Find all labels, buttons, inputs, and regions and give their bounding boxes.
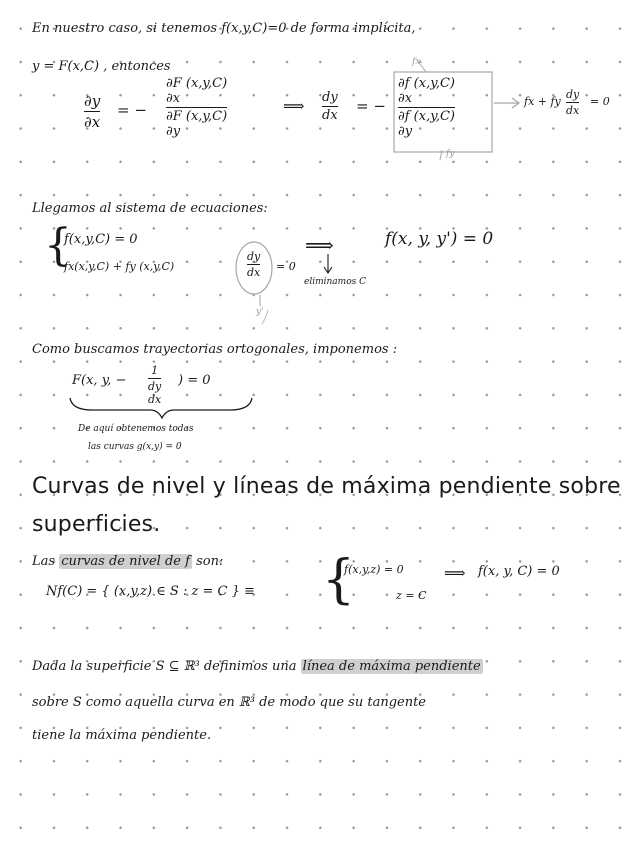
note-curves: las curvas g(x,y) = 0 (88, 442, 182, 452)
implies-arrow-2: ⟹ (305, 233, 334, 257)
right-equals-zero: = 0 (590, 95, 610, 108)
fraction-denominator (166, 109, 227, 139)
fraction-minus-inverse (148, 364, 161, 406)
implies-arrow-3: ⟹ (444, 564, 466, 582)
word-las: Las (32, 554, 56, 569)
fraction-numerator: dy (322, 90, 338, 105)
section-title-line2: superficies. (32, 512, 161, 537)
left-brace: { (44, 220, 72, 271)
fraction-denominator: dx (566, 104, 580, 117)
given-surface: Dada la superficie S ⊆ ℝ³ definimos una (32, 659, 297, 674)
fraction-numerator (398, 76, 455, 106)
partial-x: ∂x (398, 91, 413, 106)
gray-arrowhead (512, 98, 519, 108)
system-eq-2: fx(x,y,C) + fy (x,y,C) (64, 260, 175, 273)
fraction-dy-dx-2 (322, 90, 338, 123)
partial-f-y: ∂f (x,y,C) (398, 109, 455, 124)
note-fx: fx (412, 57, 421, 67)
fraction-numerator: ∂y (84, 92, 101, 110)
note-obtain: De aquí obtenemos todas (78, 424, 194, 434)
inner-denominator: dx (148, 393, 162, 406)
fraction-denominator (398, 109, 455, 139)
partial-y: ∂y (398, 124, 413, 139)
partial-F-y: ∂F (x,y,C) (166, 109, 228, 124)
system-eq-1: f(x,y,C) = 0 (64, 232, 138, 247)
equals-minus: = − (117, 101, 147, 119)
heading-system: Llegamos al sistema de ecuaciones: (32, 201, 268, 216)
fraction-numerator: dy (566, 88, 580, 101)
highlight-max-slope-line: línea de máxima pendiente (302, 659, 481, 674)
fraction-denominator: ∂x (84, 113, 101, 131)
text-given-surface (32, 660, 483, 674)
note-eliminate: eliminamos C (304, 277, 366, 287)
partial-y: ∂y (166, 124, 181, 139)
equals-minus-2: = − (356, 97, 386, 115)
fraction-numerator: dy (247, 250, 261, 263)
fraction-partial-F (166, 76, 227, 139)
fraction-numerator: 1 (151, 364, 159, 377)
inner-numerator: dy (148, 380, 162, 393)
level-system-2: z = C (396, 589, 427, 602)
result-ode: f(x, y, y') = 0 (385, 229, 494, 249)
partial-f-x: ∂f (x,y,C) (398, 76, 455, 91)
fraction-dy-dx (84, 92, 100, 131)
note-arrow-fx (420, 64, 426, 72)
note-arrow-fy (440, 150, 442, 160)
text-line-then: y = F(x,C) , entonces (32, 59, 171, 74)
level-result: f(x, y, C) = 0 (478, 564, 560, 579)
system-equals-zero: = 0 (276, 260, 296, 273)
fraction-denominator (148, 380, 161, 406)
text-orthogonal: Como buscamos trayectorias ortogonales, imponemos : (32, 342, 398, 357)
implies-arrow: ⟹ (283, 97, 305, 115)
note-y-prime: y' (256, 307, 264, 317)
note-fy: fy (446, 149, 455, 159)
level-set-definition: Nf(C) = { (x,y,z) ∈ S : z = C } ≡ (46, 584, 255, 599)
section-title-line1: Curvas de nivel y líneas de máxima pendiente sobre (32, 474, 621, 499)
highlight-level-curves: curvas de nivel de f (61, 554, 190, 569)
fraction-numerator (166, 76, 227, 106)
left-brace-2: { (322, 550, 356, 610)
text-line-implicit: En nuestro caso, si tenemos f(x,y,C)=0 de forma implícita, (32, 21, 416, 36)
partial-F-x: ∂F (x,y,C) (166, 76, 228, 91)
partial-x: ∂x (166, 91, 181, 106)
fraction-denominator: dx (247, 266, 261, 279)
expr-left: F(x, y, − (72, 373, 127, 388)
word-son: son: (196, 554, 224, 569)
right-expression: fx + fy (524, 95, 561, 108)
fraction-dy-dx-sys (247, 250, 260, 279)
fraction-partial-f-boxed (398, 76, 455, 139)
level-system-1: f(x,y,z) = 0 (344, 563, 404, 576)
expr-right: ) = 0 (178, 373, 211, 388)
text-over-s: sobre S como aquella curva en ℝ³ de modo que su tangente (32, 695, 426, 710)
fraction-denominator: dx (322, 108, 338, 123)
text-max-slope: tiene la máxima pendiente. (32, 728, 212, 743)
fraction-dy-dx-3 (566, 88, 579, 117)
level-curves-intro (32, 555, 223, 569)
down-arrowhead (324, 267, 332, 273)
